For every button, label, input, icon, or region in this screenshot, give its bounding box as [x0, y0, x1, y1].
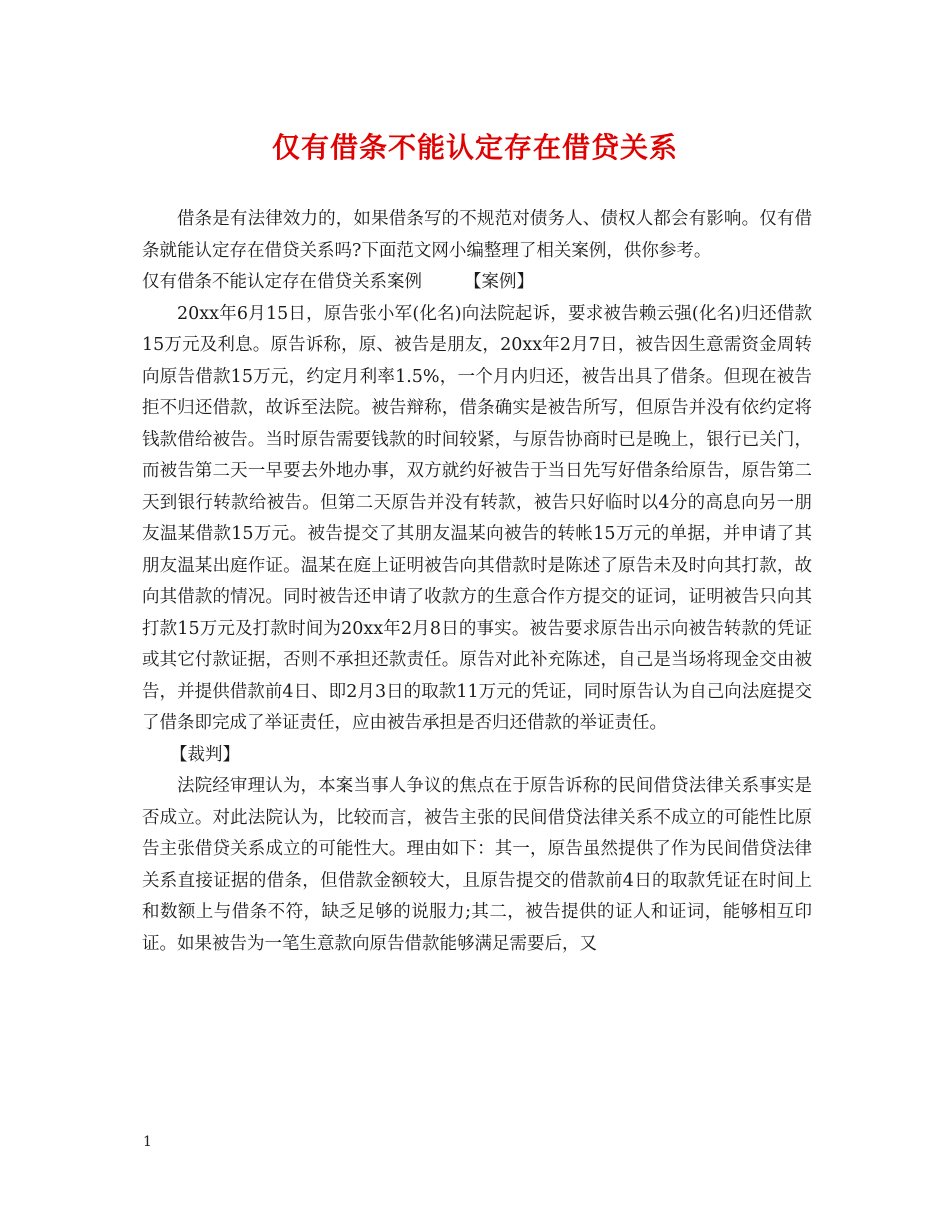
- verdict-paragraph: 法院经审理认为，本案当事人争议的焦点在于原告诉称的民间借贷法律关系事实是否成立。对此法院认为，比较而言，被告主张的民间借贷法律关系不成立的可能性比原告主张借贷关系成立的可能性大。理由如下：其一，原告虽然提供了作为民间借贷法律关系直接证据的借条，但借款金额较大，且原告提交的借款前4日的取款凭证在时间上和数额上与借条不符，缺乏足够的说服力;其二，被告提供的证人和证词，能够相互印证。如果被告为一笔生意款向原告借款能够满足需要后，又: [142, 776, 812, 954]
- case-heading: 仅有借条不能认定存在借贷关系案例: [142, 272, 422, 292]
- document-body: [142, 204, 812, 960]
- case-heading-line: [142, 267, 812, 299]
- verdict-tag: 【裁判】: [170, 744, 240, 765]
- case-tag: 【案例】: [464, 272, 534, 292]
- case-paragraph: 20xx年6月15日，原告张小军(化名)向法院起诉，要求被告赖云强(化名)归还借款15万元及利息。原告诉称，原、被告是朋友，20xx年2月7日，被告因生意需资金周转向原告借款15万元，约定月利率1.5%，一个月内归还，被告出具了借条。但现在被告拒不归还借款，故诉至法院。被告辩称，借条确实是被告所写，但原告并没有依约定将钱款借给被告。当时原告需要钱款的时间较紧，与原告协商时已是晚上，银行已关门，而被告第二天一早要去外地办事，双方就约好被告于当日先写好借条给原告，原告第二天到银行转款给被告。但第二天原告并没有转款，被告只好临时以4分的高息向另一朋友温某借款15万元。被告提交了其朋友温某向被告的转帐15万元的单据，并申请了其朋友温某出庭作证。温某在庭上证明被告向其借款时是陈述了原告未及时向其打款，故向其借款的情况。同时被告还申请了收款方的生意合作方提交的证词，证明被告只向其打款15万元及打款时间为20xx年2月8日的事实。被告要求原告出示向被告转款的凭证或其它付款证据，否则不承担还款责任。原告对此补充陈述，自己是当场将现金交由被告，并提供借款前4日、即2月3日的取款11万元的凭证，同时原告认为自己向法庭提交了借条即完成了举证责任，应由被告承担是否归还借款的举证责任。: [142, 303, 812, 733]
- document-title: 仅有借条不能认定存在借贷关系: [271, 131, 678, 164]
- page-number: 1: [143, 1134, 152, 1150]
- intro-paragraph: 借条是有法律效力的，如果借条写的不规范对债务人、债权人都会有影响。仅有借条就能认定存在借贷关系吗?下面范文网小编整理了相关案例，供你参考。: [142, 209, 812, 261]
